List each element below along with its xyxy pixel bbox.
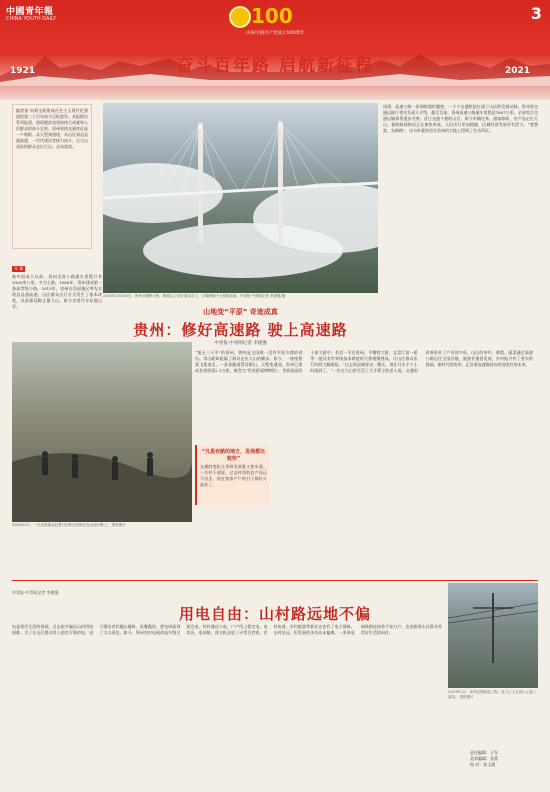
article-body-text: “地无三尺平”的贵州，曾经是全国唯一没有平原支撑的省份。崇山峻岭阻隔了群众走出大山的脚步。如今，一座座桥梁飞架南北，一条条隧道贯穿群山，天堑变通途。贵州已建成各类桥梁2.1万座，被誉为“世界桥梁博物馆”。世界最高的十座大桥中，有近一半在贵州。平塘特大桥、北盘江第一桥等一批具有世界级技术难度的大桥相继建成，让山区群众出行时间大幅缩短。“过去到县城要走一整天，现在开车半个小时就到了。”一位在大山里生活了大半辈子的老人说。交通的改善带来了产业的兴旺。山区的茶叶、刺梨、蔬菜通过高速公路运往全国各地，旅游业蓬勃发展，乡村振兴有了坚实的基础。新时代的贵州，正沿着高速路驶向更加美好的未来。 [195, 350, 533, 373]
newspaper-logo: 中國青年報 [6, 7, 54, 17]
section-tag: 开 篇 [14, 266, 24, 271]
bridge-cables [103, 103, 378, 293]
centenary-emblem [229, 4, 309, 32]
page-credits [470, 750, 540, 768]
article-subheadline: 山地变“平原” 奇迹成真 [203, 308, 278, 316]
credit-editor: 责任编辑：王军 [470, 750, 498, 755]
page-headline: 奋斗百年路 启航新征程 [176, 56, 374, 76]
year-start: 1921 [10, 66, 36, 76]
year-end: 2021 [504, 66, 530, 76]
villagers-photo [12, 342, 192, 522]
power-line-photo-caption: 2019年2月，贵州农网改造工程，电力工人在高山上施工架线。 资料图片 [448, 690, 537, 699]
right-column [383, 104, 538, 374]
power-line-photo [448, 583, 538, 688]
centenary-subtitle: 庆祝中国共产党成立100周年 [245, 31, 305, 36]
opening-text: 新中国成立以前，贵州全省公路通车里程只有3900余公里，多为土路。1986年，贵州建成第一条高等级公路。2015年，贵州在西部地区率先实现县县通高速。山区群众出行方式发生了根本改变，从前靠双脚丈量大山，如今坐着汽车穿越山谷。 [12, 274, 102, 309]
bottom-headline: 用电自由：山村路远地不偏 [178, 605, 371, 623]
editor-note [12, 104, 92, 249]
villagers-photo-caption: 1985年3月，一位苗族群众赶着马匹驮运货物走在山间小路上。 资料图片 [12, 523, 126, 527]
bridge-photo [103, 103, 378, 293]
power-line-scene [448, 583, 538, 688]
bottom-article-text: 电是现代生活的基础，过去很多偏远山村用电困难。为了让山区群众用上稳定可靠的电，电力建设者们翻山越岭、风餐露宿，把电网架到了大山深处。如今，贵州农村电网改造升级全面完成，村村通动力电，户户用上稳定电。电炊具、电冰箱、洗衣机走进了寻常百姓家，农村电商、乡村旅游等新业态也有了电力保障。山村虽远，但发展的步伐从未偏离。一条条电网线路连接着千家万户，也连接着山区群众对美好生活的向往。 [12, 624, 442, 635]
centenary-number: 100 [251, 4, 293, 28]
credit-proofreader: 校 对：张玉霞 [470, 762, 496, 767]
right-column-text: 国道、高速公路一张网络越织越密，一个个交通枢纽打通了山区的发展动脉。贵州省交通运输厅相关负责人介绍，截至目前，贵州高速公路通车里程达7607公里，全省综合交通运输体系逐步完善。昔日交通不便的山区，如今车辆往来、游客如织，农产品走出大山。新的路网格局正在加快形成，人们出行更加便捷，区域经济发展更有活力。“要想富，先修路”，这句朴素的话在贵州的大地上得到了生动印证。 [383, 104, 538, 133]
quote-box [195, 445, 270, 505]
page-number: 3 [530, 4, 542, 23]
bottom-byline: 中青报·中青网记者 李建强 [12, 590, 59, 595]
villagers-scene [12, 342, 192, 522]
article-byline: 中青报·中青网记者 李建强 [214, 341, 267, 346]
credit-art-editor: 美术编辑：张蕾 [470, 756, 498, 761]
quote-heading: “凡是有路的地方，发展都比较快” [201, 449, 266, 462]
bottom-article-body [12, 624, 442, 774]
party-emblem-icon [229, 6, 251, 28]
editor-note-text: 编者按 向着全面建成社会主义现代化强国的第二个百年奋斗目标进军。本报推出系列报道，展现脱贫攻坚的伟大成就和人民群众的奋斗足迹。贵州省的交通变化是一个缩影。从天堑到通途，从山区到县县通高速，一代代建设者接力奋斗，让大山深处的群众走出大山、走向富裕。 [16, 108, 88, 149]
article-body [195, 350, 533, 440]
masthead [0, 0, 550, 100]
bridge-photo-caption: 2019年10月30日，贵州平塘特大桥。路面以上部分基本完工，云雾缭绕中大桥如仙境。中青报·中青网记者 李建强/摄 [103, 294, 286, 298]
quote-text: 交通的变化让贵州发展驶入快车道。一位村干部说，过去村里的农产品运不出去，现在家家户户的日子都红火起来了。 [200, 464, 267, 487]
article-headline: 贵州：修好高速路 驶上高速路 [133, 321, 348, 339]
newspaper-logo-sub: CHINA YOUTH DAILY [6, 16, 57, 22]
